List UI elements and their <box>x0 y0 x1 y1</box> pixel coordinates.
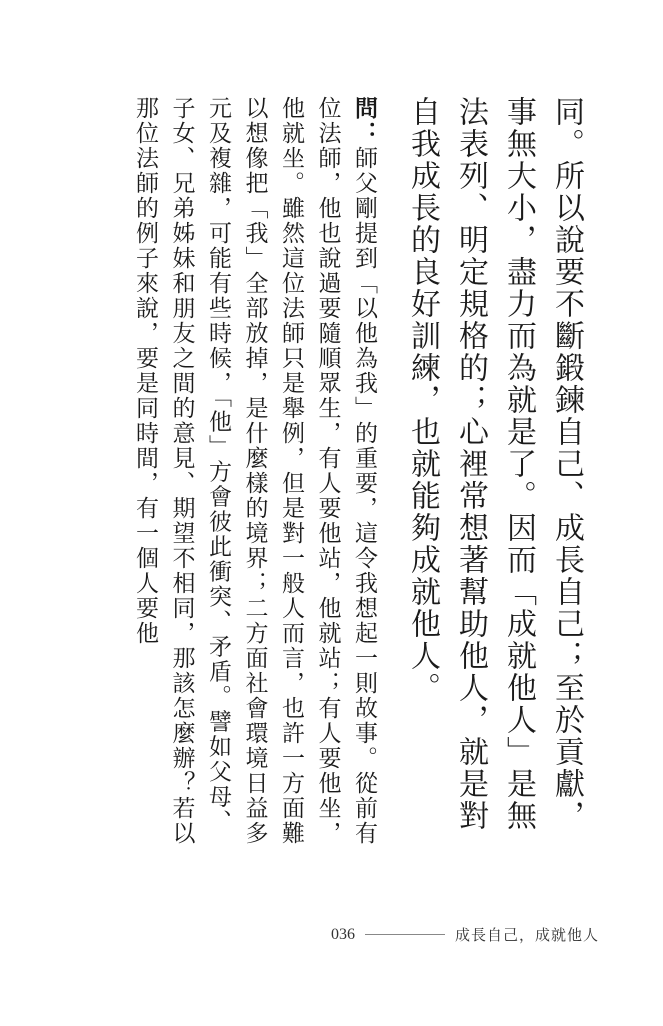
footer-divider <box>365 934 445 935</box>
running-title: 成長自己，成就他人 <box>454 926 599 944</box>
page-footer <box>331 924 599 945</box>
page-number: 036 <box>330 925 355 943</box>
page-body <box>70 96 590 856</box>
question-label: 問： <box>351 96 377 146</box>
paragraph-continuation <box>398 96 590 856</box>
question-text: 師父剛提到「以他為我」的重要，這令我想起一則故事。從前有位法師，他也說過要隨順眾生，有人要他站，他就站；有人要他坐，他就坐。雖然這位法師只是舉例，但是對一般人而言，也許一方面難以想像把「我」全部放掉，是什麼樣的境界；二方面社會環境日益多元及複雜，可能有些時候，「他」方會彼此衝突、矛盾。譬如父母、子女、兄弟姊妹和朋友之間的意見、期望不相同，那該怎麼辦？若以那位法師的例子來說，要是同時間，有一個人要他 <box>132 96 377 846</box>
question-paragraph <box>127 96 383 856</box>
paragraph-text: 同。所以說要不斷鍛鍊自己、成長自己；至於貢獻，事無大小，盡力而為就是了。因而「成就他人」是無法表列、明定規格的；心裡常想著幫助他人，就是對自我成長的良好訓練，也就能夠成就他人。 <box>405 96 584 832</box>
